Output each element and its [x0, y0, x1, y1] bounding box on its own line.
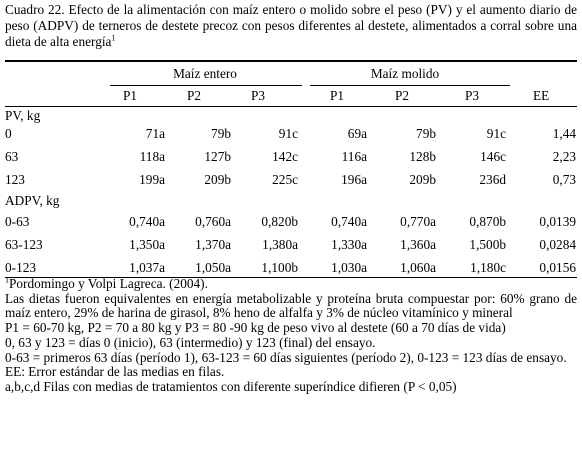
table-cell: 225c [272, 172, 298, 187]
header-bottom-rule [5, 106, 577, 107]
table-cell: 91c [278, 126, 298, 141]
col-header-p3-molido: P3 [465, 88, 480, 103]
note-weights: P1 = 60-70 kg, P2 = 70 a 80 kg y P3 = 80 -90 kg de peso vivo al destete (60 a 70 días de vida) [5, 320, 506, 336]
section-title-adpv: ADPV, kg [5, 193, 60, 208]
table-cell: 196a [341, 172, 367, 187]
note-ee: EE: Error estándar de las medias en filas. [5, 364, 225, 380]
table-cell: 0,0139 [539, 214, 576, 229]
table-cell: 127b [204, 149, 231, 164]
note-periods: 0-63 = primeros 63 días (período 1), 63-123 = 60 días siguientes (período 2), 0-123 = 123 días de ensayo. [5, 349, 567, 365]
table-cell: 1,380a [262, 237, 298, 252]
table-cell: 0,0156 [539, 260, 576, 275]
table-cell: 1,500b [469, 237, 506, 252]
table-cell: 0,740a [331, 214, 367, 229]
row-label: 0 [5, 126, 12, 141]
col-header-p3-entero: P3 [251, 88, 266, 103]
table-cell: 0,770a [400, 214, 436, 229]
table-cell: 1,44 [552, 126, 576, 141]
row-label: 0-63 [5, 214, 30, 229]
table-notes [5, 277, 577, 395]
table-cell: 209b [204, 172, 231, 187]
table-cell: 1,370a [195, 237, 231, 252]
table-cell: 0,820b [261, 214, 298, 229]
col-header-ee: EE [533, 88, 550, 103]
group-header-maiz-entero: Maíz entero [173, 66, 237, 81]
table-cell: 1,360a [400, 237, 436, 252]
table-cell: 142c [272, 149, 298, 164]
table-cell: 2,23 [552, 149, 576, 164]
table-cell: 1,050a [195, 260, 231, 275]
group-header-maiz-molido: Maíz molido [370, 66, 440, 81]
row-label: 0-123 [5, 260, 37, 275]
table-cell: 118a [139, 149, 165, 164]
col-header-p2-molido: P2 [395, 88, 410, 103]
table-cell: 146c [480, 149, 506, 164]
table-cell: 0,0284 [539, 237, 576, 252]
table-top-rule [5, 60, 577, 62]
table-cell: 1,180c [470, 260, 506, 275]
caption-footnote-mark: 1 [111, 33, 116, 43]
table-cell: 236d [479, 172, 506, 187]
row-label: 63-123 [5, 237, 43, 252]
caption-text: Cuadro 22. Efecto de la alimentación con maíz entero o molido sobre el peso (PV) y el aumento diario de peso (ADPV) de terneros de destete precoz con pesos diferentes al destete, alimentados a corral sobre una dieta de alta energía [5, 2, 577, 49]
note-diet: Las dietas fueron equivalentes en energía metabolizable y proteína bruta compuestar por: 60% grano de maíz entero, 29% de harina de girasol, 8% heno de alfalfa y 3% de núcleo vitamínico y mineral [5, 290, 577, 321]
table-caption [5, 2, 577, 50]
row-label: 123 [5, 172, 25, 187]
note-source [5, 277, 577, 292]
table-cell: 69a [347, 126, 367, 141]
table-cell: 0,870b [469, 214, 506, 229]
note-days: 0, 63 y 123 = días 0 (inicio), 63 (intermedio) y 123 (final) del ensayo. [5, 334, 376, 350]
group-underline-maiz-entero [110, 85, 302, 86]
source-footnote-mark: 1 [5, 275, 9, 285]
table-cell: 1,037a [129, 260, 165, 275]
table-cell: 0,740a [129, 214, 165, 229]
table-cell: 79b [211, 126, 231, 141]
col-header-p1-entero: P1 [123, 88, 138, 103]
table-cell: 91c [486, 126, 506, 141]
note-source-text: Pordomingo y Volpi Lagreca. (2004). [9, 276, 208, 291]
table-cell: 128b [409, 149, 436, 164]
table-cell: 1,350a [129, 237, 165, 252]
table-cell: 209b [409, 172, 436, 187]
note-letters: a,b,c,d Filas con medias de tratamientos con diferente superíndice difieren (P < 0,05) [5, 378, 457, 394]
table-cell: 1,330a [331, 237, 367, 252]
table-cell: 71a [145, 126, 165, 141]
col-header-p2-entero: P2 [187, 88, 202, 103]
table-cell: 1,100b [261, 260, 298, 275]
row-label: 63 [5, 149, 19, 164]
table-cell: 0,760a [195, 214, 231, 229]
table-cell: 79b [416, 126, 436, 141]
group-underline-maiz-molido [310, 85, 510, 86]
section-title-pv: PV, kg [5, 108, 41, 123]
table-cell: 0,73 [552, 172, 576, 187]
table-cell: 1,030a [331, 260, 367, 275]
table-cell: 1,060a [400, 260, 436, 275]
col-header-p1-molido: P1 [330, 88, 345, 103]
table-cell: 116a [341, 149, 367, 164]
table-cell: 199a [139, 172, 165, 187]
